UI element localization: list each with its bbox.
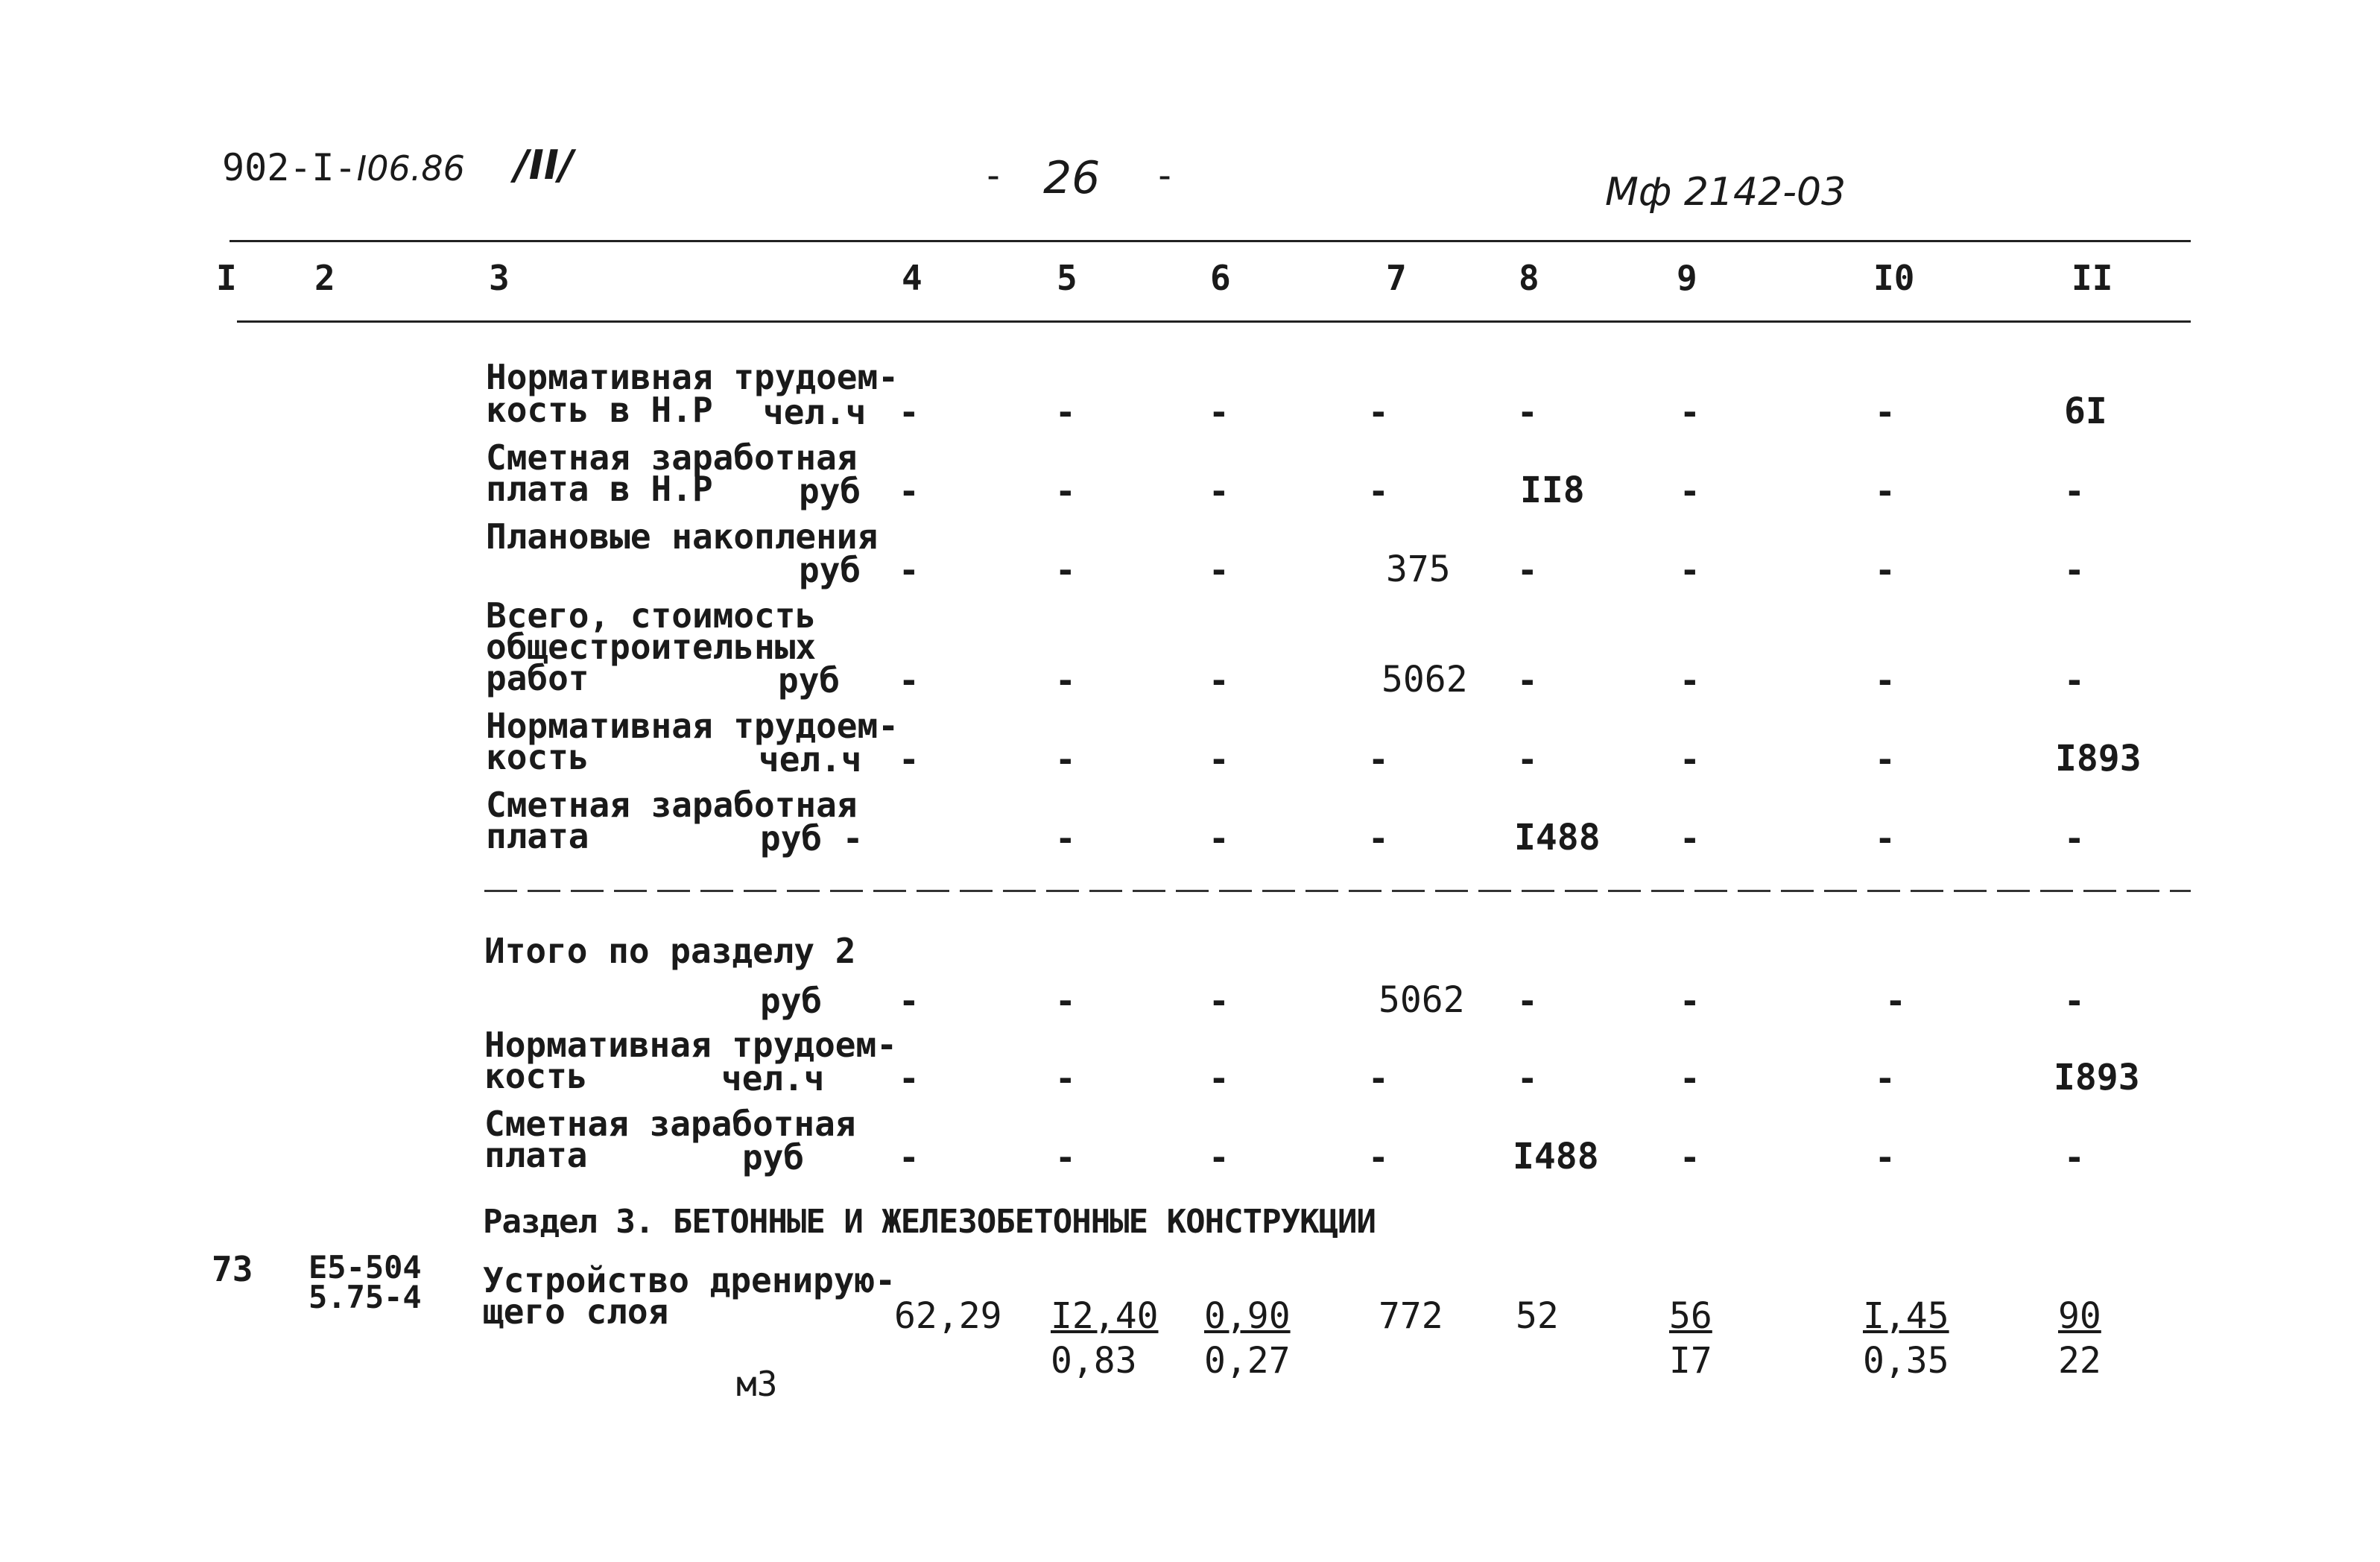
cell-col5: - <box>1055 1137 1076 1177</box>
item-unit: м3 <box>736 1364 778 1404</box>
row-label-line2: кость <box>484 1056 588 1096</box>
column-number-11: II <box>2072 258 2113 298</box>
row-unit: чел.ч <box>763 392 867 432</box>
cell-col8: - <box>1517 550 1538 590</box>
cell-col11-bottom: 22 <box>2058 1340 2101 1382</box>
cell-col9: - <box>1680 471 1700 511</box>
column-number-6: 6 <box>1210 258 1231 298</box>
cell-col10: - <box>1885 981 1906 1021</box>
row-label-line2: кость в Н.Р <box>486 390 713 430</box>
cell-col7: 375 <box>1386 548 1451 590</box>
cell-col4: - <box>899 471 920 511</box>
row-label-line2: плата в Н.Р <box>486 469 713 509</box>
cell-col11: - <box>2064 1137 2085 1177</box>
archive-stamp: Мф 2142-03 <box>1605 170 1846 215</box>
cell-col10: - <box>1875 1058 1896 1098</box>
page-dash-right: - <box>1153 154 1177 197</box>
item-number: 73 <box>212 1249 253 1289</box>
cell-col4: - <box>899 660 920 701</box>
row-unit: руб <box>799 471 861 511</box>
item-name-line1: Устройство дренирую- <box>483 1260 896 1300</box>
cell-col5: - <box>1055 660 1076 701</box>
cell-col9: - <box>1680 550 1700 590</box>
cell-col10: - <box>1875 550 1896 590</box>
cell-col4: - <box>899 550 920 590</box>
cell-col11: I893 <box>2054 1057 2140 1098</box>
column-number-9: 9 <box>1677 258 1697 298</box>
cell-col8: I488 <box>1513 1136 1599 1177</box>
cell-col5: - <box>1055 1058 1076 1098</box>
row-label-line1: Всего, стоимость <box>486 595 817 636</box>
cell-col6: - <box>1209 660 1229 701</box>
cell-col11-top: 90 <box>2058 1295 2101 1337</box>
cell-col8: I488 <box>1514 817 1601 859</box>
cell-col4: - <box>899 392 920 432</box>
cell-col6: - <box>1209 1058 1229 1098</box>
row-label-line2: плата <box>486 816 589 856</box>
row-unit: руб <box>760 981 823 1021</box>
column-number-8: 8 <box>1519 258 1539 298</box>
cell-col11: 6I <box>2064 390 2107 432</box>
cell-col5: - <box>1055 739 1076 780</box>
summary-title: Итого по разделу 2 <box>484 931 856 971</box>
row-unit: руб <box>778 660 841 701</box>
row-unit: чел.ч <box>721 1058 825 1098</box>
cell-col11: - <box>2064 471 2085 511</box>
cell-col7: 5062 <box>1382 659 1468 701</box>
page-dash-left: - <box>982 154 1005 197</box>
cell-col5: - <box>1055 471 1076 511</box>
cell-col7: - <box>1368 818 1389 859</box>
cell-col10-bottom: 0,35 <box>1863 1340 1949 1382</box>
cell-col10: - <box>1875 818 1896 859</box>
section-3-title: Раздел 3. БЕТОННЫЕ И ЖЕЛЕЗОБЕТОННЫЕ КОНСТРУКЦИИ <box>483 1203 1376 1241</box>
row-label-line1: Плановые накопления <box>486 516 879 557</box>
cell-col5-bottom: 0,83 <box>1051 1340 1137 1382</box>
cell-col6-top: 0,90 <box>1204 1295 1291 1337</box>
document-code <box>222 146 465 189</box>
cell-col11: - <box>2064 981 2085 1021</box>
cell-col10: - <box>1875 739 1896 780</box>
cell-col11: - <box>2064 660 2085 701</box>
row-unit: руб <box>742 1137 805 1177</box>
row-label-line1b: общестроительных <box>486 627 817 667</box>
cell-col5: - <box>1055 981 1076 1021</box>
cell-col8: - <box>1517 392 1538 432</box>
page-number: 26 <box>1043 152 1101 204</box>
row-label-line2: работ <box>486 658 589 698</box>
cell-col6: - <box>1209 1137 1229 1177</box>
row-label-line1: Нормативная трудоем- <box>486 706 899 746</box>
cell-col4: - <box>899 1058 920 1098</box>
item-name-line2: щего слоя <box>483 1291 669 1332</box>
cell-col11: - <box>2064 818 2085 859</box>
column-header-rule <box>237 320 2191 323</box>
row-label-line1: Сметная заработная <box>486 785 858 825</box>
section-divider <box>484 890 2191 892</box>
column-number-3: 3 <box>489 258 510 298</box>
cell-col6: - <box>1209 392 1229 432</box>
cell-col10: - <box>1875 392 1896 432</box>
table-top-rule <box>230 240 2191 242</box>
item-code-2: 5.75-4 <box>308 1279 422 1315</box>
column-number-1: I <box>216 258 237 298</box>
cell-col9: - <box>1680 981 1700 1021</box>
cell-col11: I893 <box>2055 738 2142 780</box>
cell-col4: - <box>899 739 920 780</box>
cell-col10: - <box>1875 471 1896 511</box>
cell-col6: - <box>1209 981 1229 1021</box>
cell-col9-top: 56 <box>1669 1295 1712 1337</box>
cell-col7: - <box>1368 471 1389 511</box>
cell-col7: - <box>1368 1058 1389 1098</box>
cell-col11: - <box>2064 550 2085 590</box>
cell-col7: 5062 <box>1379 979 1465 1021</box>
cell-col10: - <box>1875 1137 1896 1177</box>
row-unit: чел.ч <box>759 739 862 780</box>
cell-col5: - <box>1055 818 1076 859</box>
cell-col10-top: I,45 <box>1863 1295 1949 1337</box>
cell-col9-bottom: I7 <box>1669 1340 1712 1382</box>
cell-col9: - <box>1680 660 1700 701</box>
cell-col8: - <box>1517 1058 1538 1098</box>
column-number-4: 4 <box>902 258 922 298</box>
cell-col8: 52 <box>1516 1295 1559 1337</box>
cell-col5-top: I2,40 <box>1051 1295 1159 1337</box>
row-unit: руб <box>799 550 861 590</box>
cell-col9: - <box>1680 739 1700 780</box>
cell-col4: - <box>899 1137 920 1177</box>
part-number: /II/ <box>514 142 574 189</box>
cell-col4: - <box>899 981 920 1021</box>
cell-col8: - <box>1517 981 1538 1021</box>
column-number-2: 2 <box>314 258 335 298</box>
row-label-line1: Сметная заработная <box>486 437 858 478</box>
column-number-7: 7 <box>1386 258 1407 298</box>
cell-col5: - <box>1055 550 1076 590</box>
row-unit: руб - <box>760 818 864 859</box>
cell-col6-bottom: 0,27 <box>1204 1340 1291 1382</box>
cell-col7: - <box>1368 1137 1389 1177</box>
cell-col7: 772 <box>1379 1295 1443 1337</box>
cell-col8: - <box>1517 739 1538 780</box>
row-label-line1: Сметная заработная <box>484 1104 856 1144</box>
cell-col9: - <box>1680 392 1700 432</box>
cell-col8: - <box>1517 660 1538 701</box>
cell-col6: - <box>1209 550 1229 590</box>
cell-col8: II8 <box>1520 469 1585 511</box>
cell-col9: - <box>1680 1058 1700 1098</box>
row-label-line1: Нормативная трудоем- <box>486 357 899 397</box>
cell-col6: - <box>1209 739 1229 780</box>
row-label-line2: плата <box>484 1135 588 1175</box>
cell-col10: - <box>1875 660 1896 701</box>
document-code-prefix: 902-I- <box>222 146 357 189</box>
item-code-1: Е5-504 <box>308 1249 422 1286</box>
cell-col7: - <box>1368 392 1389 432</box>
row-label-line1: Нормативная трудоем- <box>484 1025 897 1065</box>
cell-col5: - <box>1055 392 1076 432</box>
column-number-5: 5 <box>1057 258 1077 298</box>
cell-col6: - <box>1209 818 1229 859</box>
column-number-10: I0 <box>1873 258 1915 298</box>
cell-col4: 62,29 <box>894 1295 1002 1337</box>
cell-col9: - <box>1680 818 1700 859</box>
row-label-line2: кость <box>486 737 589 777</box>
cell-col6: - <box>1209 471 1229 511</box>
cell-col9: - <box>1680 1137 1700 1177</box>
cell-col7: - <box>1368 739 1389 780</box>
document-code-handwritten: I06.86 <box>356 148 465 189</box>
